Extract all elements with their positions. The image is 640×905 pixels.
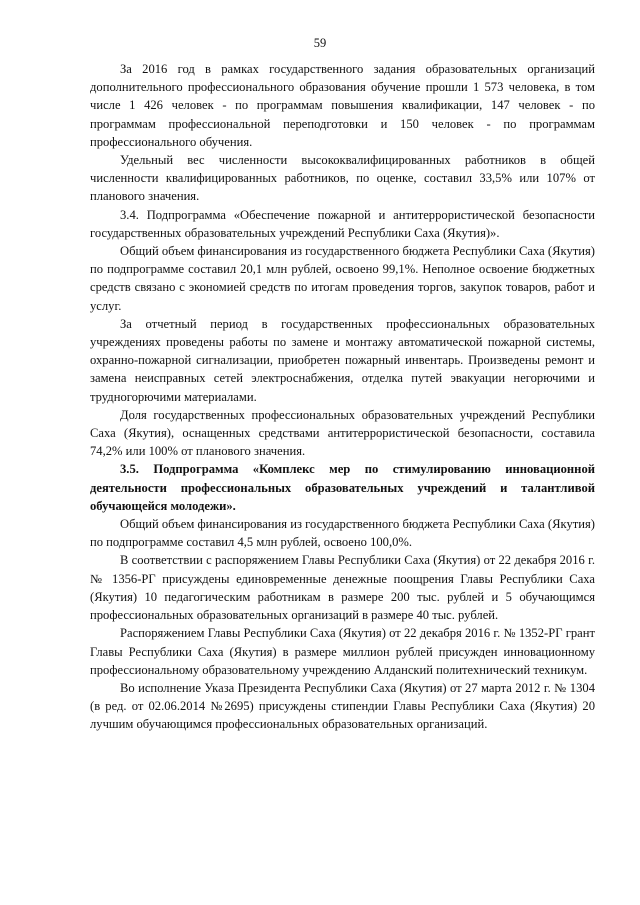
paragraph-qualified-share: Удельный вес численности высококвалифицированных работников в общей численности квалифицированных работников, по оценке, составил 33,5% или 107% от планового значения.: [90, 153, 595, 204]
paragraph-antiterror-share: Доля государственных профессиональных образовательных учреждений Республики Саха (Якутия), оснащенных средствами антитеррористической безопасности, составила 74,2% или 100% от планового значения.: [90, 407, 595, 459]
paragraph-training-results: За 2016 год в рамках государственного задания образовательных организаций дополнительного профессионального образования обучение прошли 1 573 человека, в том числе 1 426 человек - по программам повышения квалификации, 147 человек - по программам профессиональной переподготовки и 150 человек - по программам профессионального обучения.: [90, 62, 595, 149]
paragraph-subprogram-3-4-title: 3.4. Подпрограмма «Обеспечение пожарной и антитеррористической безопасности государственных образовательных учреждений Республики Саха (Якутия)».: [90, 207, 595, 240]
paragraph-awards-decree-1356: В соответствии с распоряжением Главы Республики Саха (Якутия) от 22 декабря 2016 г. № 1356-РГ присуждены единовременные денежные поощрения Главы Республики Саха (Якутия) 10 педагогическим работникам в размере 200 тыс. рублей и 5 обучающимся профессиональных образовательных организаций в размере 40 тыс. рублей.: [90, 553, 595, 623]
paragraph-subprogram-3-4-funding: Общий объем финансирования из государственного бюджета Республики Саха (Якутия) по подпрограмме составил 20,1 млн рублей, освоено 99,1%. Неполное освоение бюджетных средств связано с экономией средств по итогам проведения торгов, закупок товаров, работ и услуг.: [90, 244, 595, 313]
paragraph-fire-safety-works: За отчетный период в государственных профессиональных образовательных учреждениях проведены работы по замене и монтажу автоматической пожарной системы, охранно-пожарной сигнализации, приобретен пожарный инвентарь. Произведены ремонт и замена неисправных сетей электроснабжения, отделка путей эвакуации негорючими и трудногорючими материалами.: [90, 316, 595, 404]
paragraph-subprogram-3-5-title: 3.5. Подпрограмма «Комплекс мер по стимулированию инновационной деятельности профессиональных образовательных учреждений и талантливой обучающейся молодежи».: [90, 462, 595, 513]
page-number: 59: [313, 36, 327, 50]
document-body: [90, 60, 595, 734]
paragraph-scholarships-decree-1304: Во исполнение Указа Президента Республики Саха (Якутия) от 27 марта 2012 г. № 1304 (в ред. от 02.06.2014 №2695) присуждены стипендии Главы Республики Саха (Якутия) 20 лучшим обучающимся профессиональных образовательных организаций.: [90, 680, 595, 732]
paragraph-grant-decree-1352: Распоряжением Главы Республики Саха (Якутия) от 22 декабря 2016 г. № 1352-РГ грант Главы Республики Саха (Якутия) в размере миллион рублей присужден инновационному профессиональному образовательному учреждению Алданский политехнический техникум.: [90, 626, 595, 677]
paragraph-subprogram-3-5-funding: Общий объем финансирования из государственного бюджета Республики Саха (Якутия) по подпрограмме составил 4,5 млн рублей, освоено 100,0%.: [90, 517, 595, 550]
